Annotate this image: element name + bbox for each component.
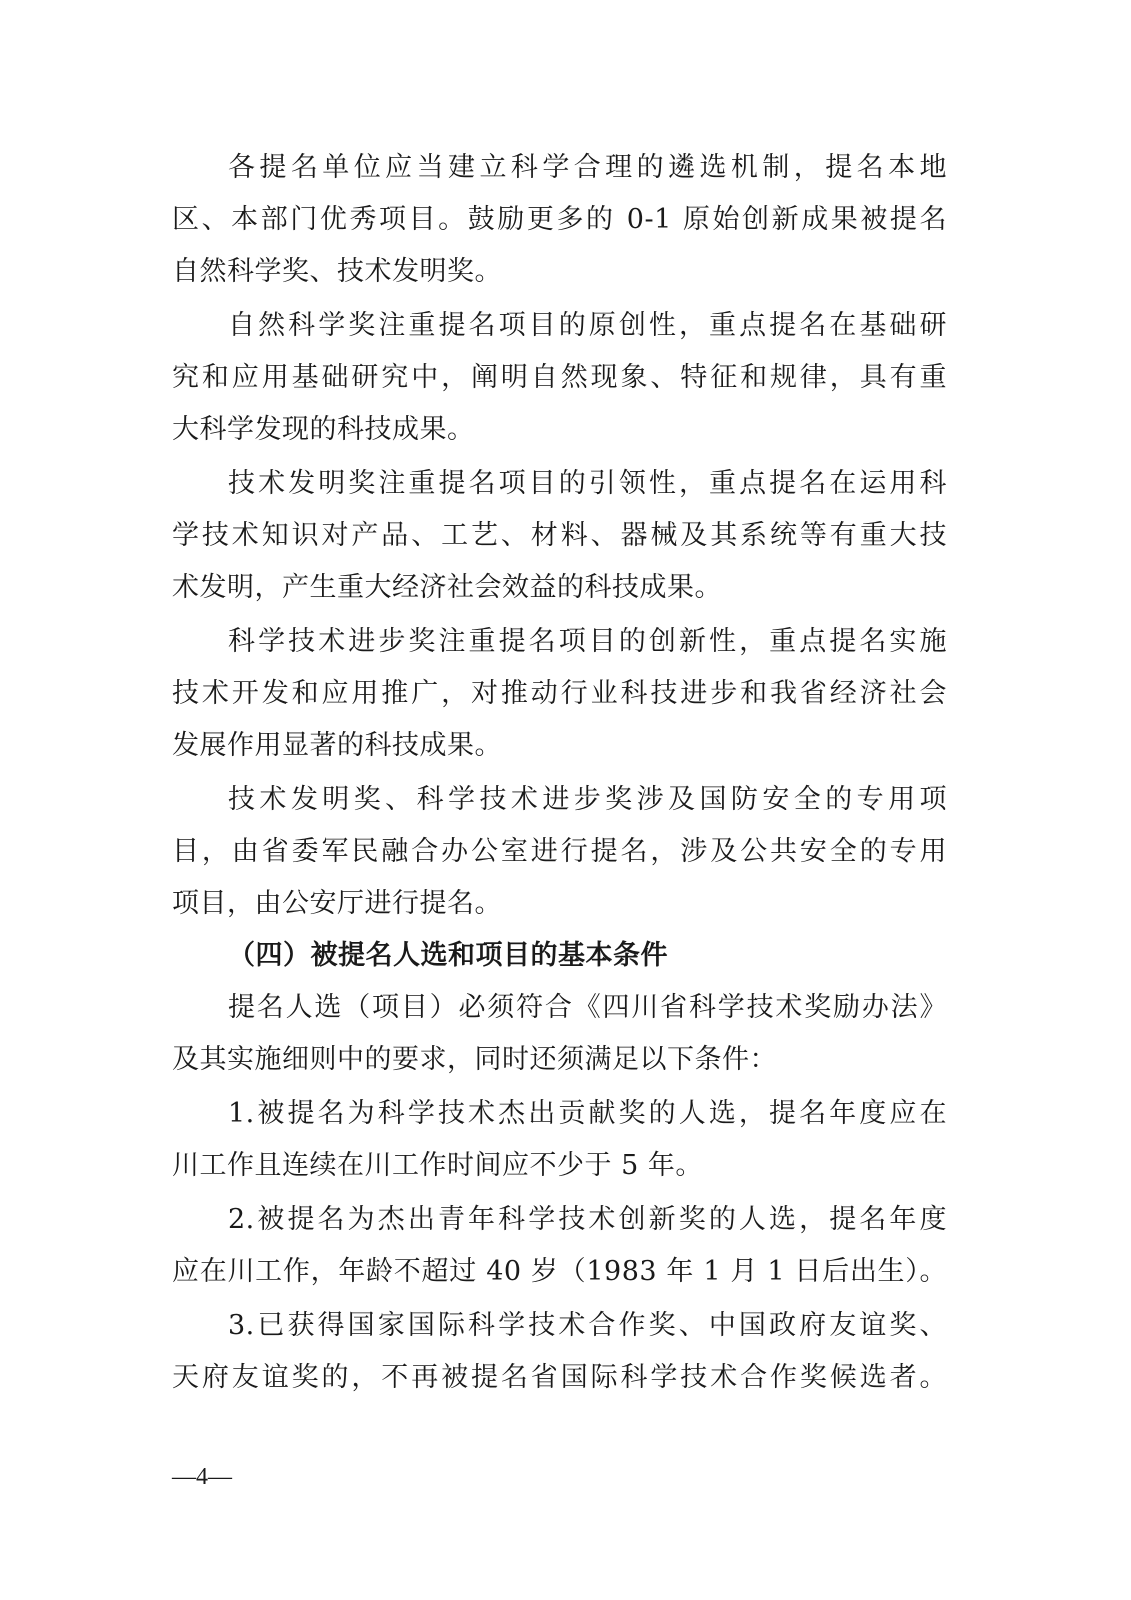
paragraph-5-line-1: 技术发明奖、科学技术进步奖涉及国防安全的专用项 [228,784,947,815]
paragraph-2-line-1: 自然科学奖注重提名项目的原创性，重点提名在基础研 [228,310,947,341]
section-heading: （四）被提名人选和项目的基本条件 [228,940,668,971]
paragraph-1-line-1: 各提名单位应当建立科学合理的遴选机制，提名本地 [228,152,947,183]
paragraph-7-line-2: 川工作且连续在川工作时间应不少于 5 年。 [172,1150,703,1181]
paragraph-8-line-1: 2.被提名为杰出青年科学技术创新奖的人选，提名年度 [228,1204,947,1235]
paragraph-9-line-2: 天府友谊奖的，不再被提名省国际科学技术合作奖候选者。 [172,1362,947,1393]
paragraph-4-line-1: 科学技术进步奖注重提名项目的创新性，重点提名实施 [228,626,947,657]
paragraph-2-line-3: 大科学发现的科技成果。 [172,414,475,445]
page-number: —4— [172,1464,232,1490]
paragraph-3-line-1: 技术发明奖注重提名项目的引领性，重点提名在运用科 [228,468,947,499]
paragraph-3-line-3: 术发明，产生重大经济社会效益的科技成果。 [172,572,722,603]
paragraph-9-line-1: 3.已获得国家国际科学技术合作奖、中国政府友谊奖、 [228,1310,947,1341]
paragraph-4-line-3: 发展作用显著的科技成果。 [172,730,502,761]
paragraph-6-line-1: 提名人选（项目）必须符合《四川省科学技术奖励办法》 [228,992,947,1023]
paragraph-2-line-2: 究和应用基础研究中，阐明自然现象、特征和规律，具有重 [172,362,947,393]
paragraph-1-line-3: 自然科学奖、技术发明奖。 [172,256,502,287]
paragraph-7-line-1: 1.被提名为科学技术杰出贡献奖的人选，提名年度应在 [228,1098,947,1129]
paragraph-6-line-2: 及其实施细则中的要求，同时还须满足以下条件： [172,1044,777,1075]
paragraph-4-line-2: 技术开发和应用推广，对推动行业科技进步和我省经济社会 [172,678,947,709]
paragraph-8-line-2: 应在川工作，年龄不超过 40 岁（1983 年 1 月 1 日后出生）。 [172,1256,947,1287]
paragraph-5-line-3: 项目，由公安厅进行提名。 [172,888,502,919]
paragraph-1-line-2: 区、本部门优秀项目。鼓励更多的 0-1 原始创新成果被提名 [172,204,947,235]
paragraph-5-line-2: 目，由省委军民融合办公室进行提名，涉及公共安全的专用 [172,836,947,867]
paragraph-3-line-2: 学技术知识对产品、工艺、材料、器械及其系统等有重大技 [172,520,947,551]
